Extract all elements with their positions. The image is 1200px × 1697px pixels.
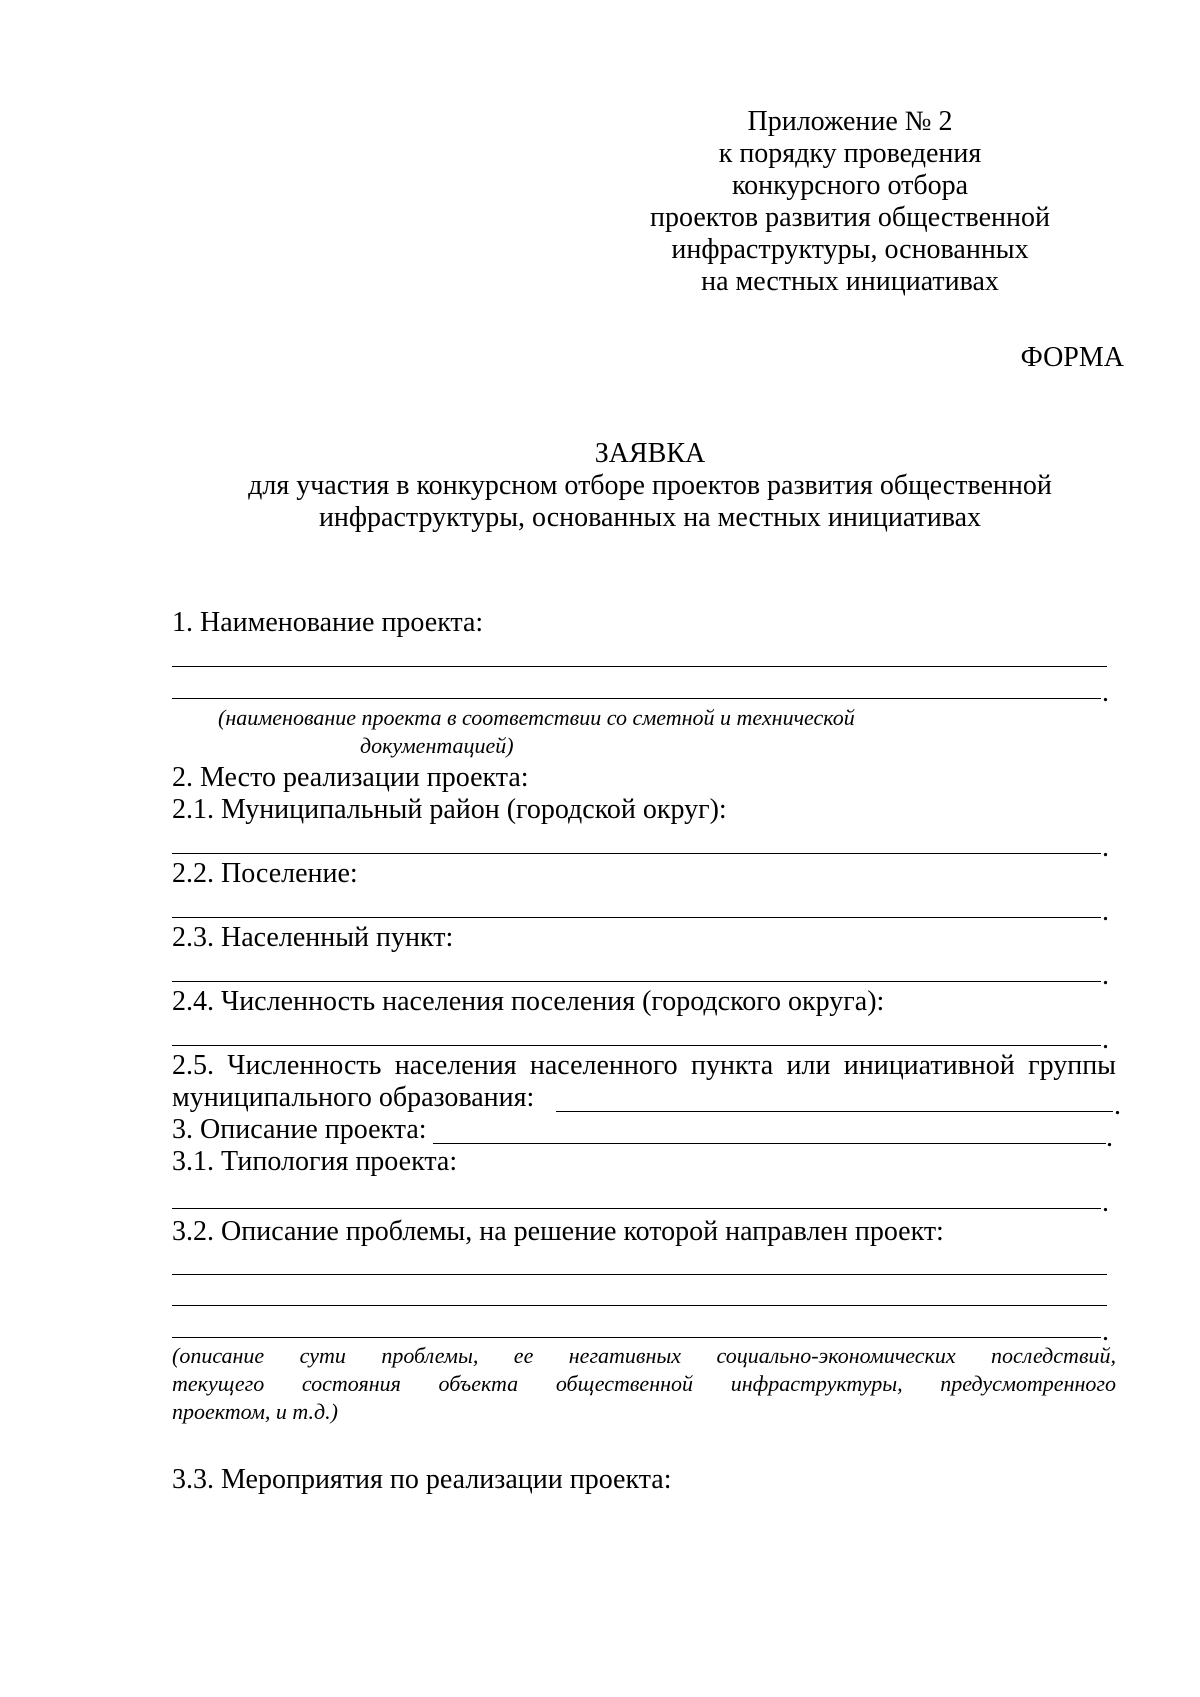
project-name-field-line-1[interactable]	[172, 666, 1107, 667]
appendix-line: проектов развития общественной	[650, 202, 1050, 233]
section-1-label: 1. Наименование проекта:	[172, 607, 484, 638]
form-label: ФОРМА	[1020, 342, 1124, 373]
section-1-hint: (наименование проекта в соответствии со сметной и технической	[218, 705, 855, 730]
title-heading: ЗАЯВКА	[594, 438, 706, 469]
section-2-label: 2. Место реализации проекта:	[172, 762, 529, 793]
end-mark: .	[1102, 896, 1109, 927]
project-name-field-line-2[interactable]	[172, 698, 1101, 699]
end-mark: .	[1102, 1024, 1109, 1055]
section-3-2-hint: проектом, и т.д.)	[172, 1399, 338, 1424]
title-line: для участия в конкурсном отборе проектов развития общественной	[248, 470, 1052, 501]
appendix-line: на местных инициативах	[701, 266, 999, 297]
project-description-field-line[interactable]	[433, 1143, 1106, 1144]
section-3-label: 3. Описание проекта:	[172, 1114, 427, 1145]
problem-description-field-line-3[interactable]	[172, 1337, 1101, 1338]
section-3-2-label: 3.2. Описание проблемы, на решение которой направлен проект:	[172, 1216, 944, 1247]
appendix-line: инфраструктуры, основанных	[671, 234, 1029, 265]
end-mark: .	[1114, 1090, 1121, 1121]
end-mark: .	[1102, 832, 1109, 863]
appendix-line: конкурсного отбора	[731, 170, 969, 201]
population-field-line[interactable]	[172, 1045, 1101, 1046]
problem-description-field-line-1[interactable]	[172, 1274, 1107, 1275]
end-mark: .	[1102, 960, 1109, 991]
section-1-hint: документацией)	[360, 733, 514, 758]
section-2-4-label: 2.4. Численность населения поселения (городского округа):	[172, 986, 885, 1017]
project-typology-field-line[interactable]	[172, 1208, 1101, 1209]
initiative-population-field-line[interactable]	[556, 1111, 1113, 1112]
section-3-1-label: 3.1. Типология проекта:	[172, 1146, 458, 1177]
municipal-district-field-line[interactable]	[172, 853, 1101, 854]
locality-field-line[interactable]	[172, 981, 1101, 982]
appendix-header	[640, 106, 1060, 298]
settlement-field-line[interactable]	[172, 917, 1101, 918]
section-2-3-label: 2.3. Населенный пункт:	[172, 922, 454, 953]
section-2-5-label: 2.5. Численность населения населенного пункта или инициативной группы	[172, 1050, 1116, 1081]
section-2-2-label: 2.2. Поселение:	[172, 858, 358, 889]
problem-description-field-line-2[interactable]	[172, 1305, 1107, 1306]
section-3-3-label: 3.3. Мероприятия по реализации проекта:	[172, 1464, 672, 1495]
section-2-5-label-cont: муниципального образования:	[172, 1082, 535, 1113]
end-mark: .	[1102, 1187, 1109, 1218]
end-mark: .	[1106, 1122, 1113, 1153]
appendix-line: Приложение № 2	[747, 106, 953, 137]
section-3-2-hint: (описание сути проблемы, ее негативных социально-экономических последствий,	[172, 1343, 1116, 1368]
section-2-1-label: 2.1. Муниципальный район (городской округ):	[172, 794, 727, 825]
document-title	[100, 438, 1200, 534]
title-line: инфраструктуры, основанных на местных инициативах	[318, 502, 982, 533]
section-3-2-hint: текущего состояния объекта общественной инфраструктуры, предусмотренного	[172, 1371, 1116, 1396]
end-mark: .	[1102, 1316, 1109, 1347]
appendix-line: к порядку проведения	[718, 138, 982, 169]
end-mark: .	[1102, 677, 1109, 708]
